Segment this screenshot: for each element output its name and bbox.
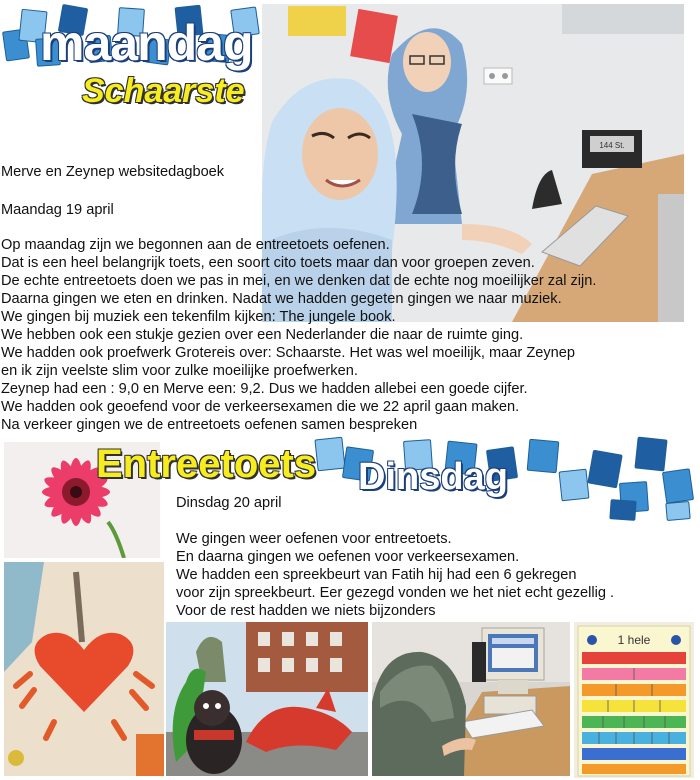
monday-line: We hadden ook proefwerk Grotereis over: Schaarste. Het was wel moeilijk, maar Zeynep <box>1 345 576 361</box>
photo-girl-at-computer <box>372 622 570 776</box>
entreetoets-title: Entreetoets <box>96 442 317 486</box>
photo-fraction-poster <box>574 622 694 778</box>
box-label: 144 St. <box>599 141 625 150</box>
maandag-title: maandag <box>40 15 253 71</box>
photo-heart-artwork <box>4 562 164 776</box>
monday-line: Na verkeer gingen we de entreetoets oefenen samen bespreken <box>1 417 418 433</box>
photo-dragon-sculpture <box>166 622 368 776</box>
tuesday-date: Dinsdag 20 april <box>176 495 282 511</box>
tuesday-line: We hadden een spreekbeurt van Fatih hij had een 6 gekregen <box>176 567 577 583</box>
tuesday-line: voor zijn spreekbeurt. Eer gezegd vonden we het niet echt gezellig . <box>176 585 615 601</box>
monday-line: Dat is een heel belangrijk toets, een soort cito toets maar dan voor groepen zeven. <box>1 255 535 271</box>
monday-line: We gingen bij muziek een tekenfilm kijken: The jungele book. <box>1 309 396 325</box>
monday-line: We hebben ook een stukje gezien over een Nederlander die naar de ruimte ging. <box>1 327 524 343</box>
monday-line: We hadden ook geoefend voor de verkeersexamen die we 22 april gaan maken. <box>1 399 520 415</box>
monday-line: Zeynep had een : 9,0 en Merve een: 9,2. Dus we hadden allebei een goede cijfer. <box>1 381 528 397</box>
monday-line: Daarna gingen we eten en drinken. Nadat we hadden gegeten gingen we naar muziek. <box>1 291 562 307</box>
monday-line: en ik zijn veelste slim voor zulke moeilijke proefwerken. <box>1 363 358 379</box>
monday-date: Maandag 19 april <box>1 202 114 218</box>
schaarste-title: Schaarste <box>82 72 245 110</box>
poster-label: 1 hele <box>617 633 651 647</box>
monday-line: Op maandag zijn we begonnen aan de entreetoets oefenen. <box>1 237 390 253</box>
monday-line: De echte entreetoets doen we pas in mei, en we denken dat de echte nog moeilijker zal zijn. <box>1 273 597 289</box>
tuesday-line: Voor de rest hadden we niets bijzonders <box>176 603 436 619</box>
tuesday-line: We gingen weer oefenen voor entreetoets. <box>176 531 452 547</box>
tuesday-line: En daarna gingen we oefenen voor verkeersexamen. <box>176 549 520 565</box>
diary-heading: Merve en Zeynep websitedagboek <box>1 164 225 180</box>
dinsdag-title: Dinsdag <box>358 456 508 498</box>
